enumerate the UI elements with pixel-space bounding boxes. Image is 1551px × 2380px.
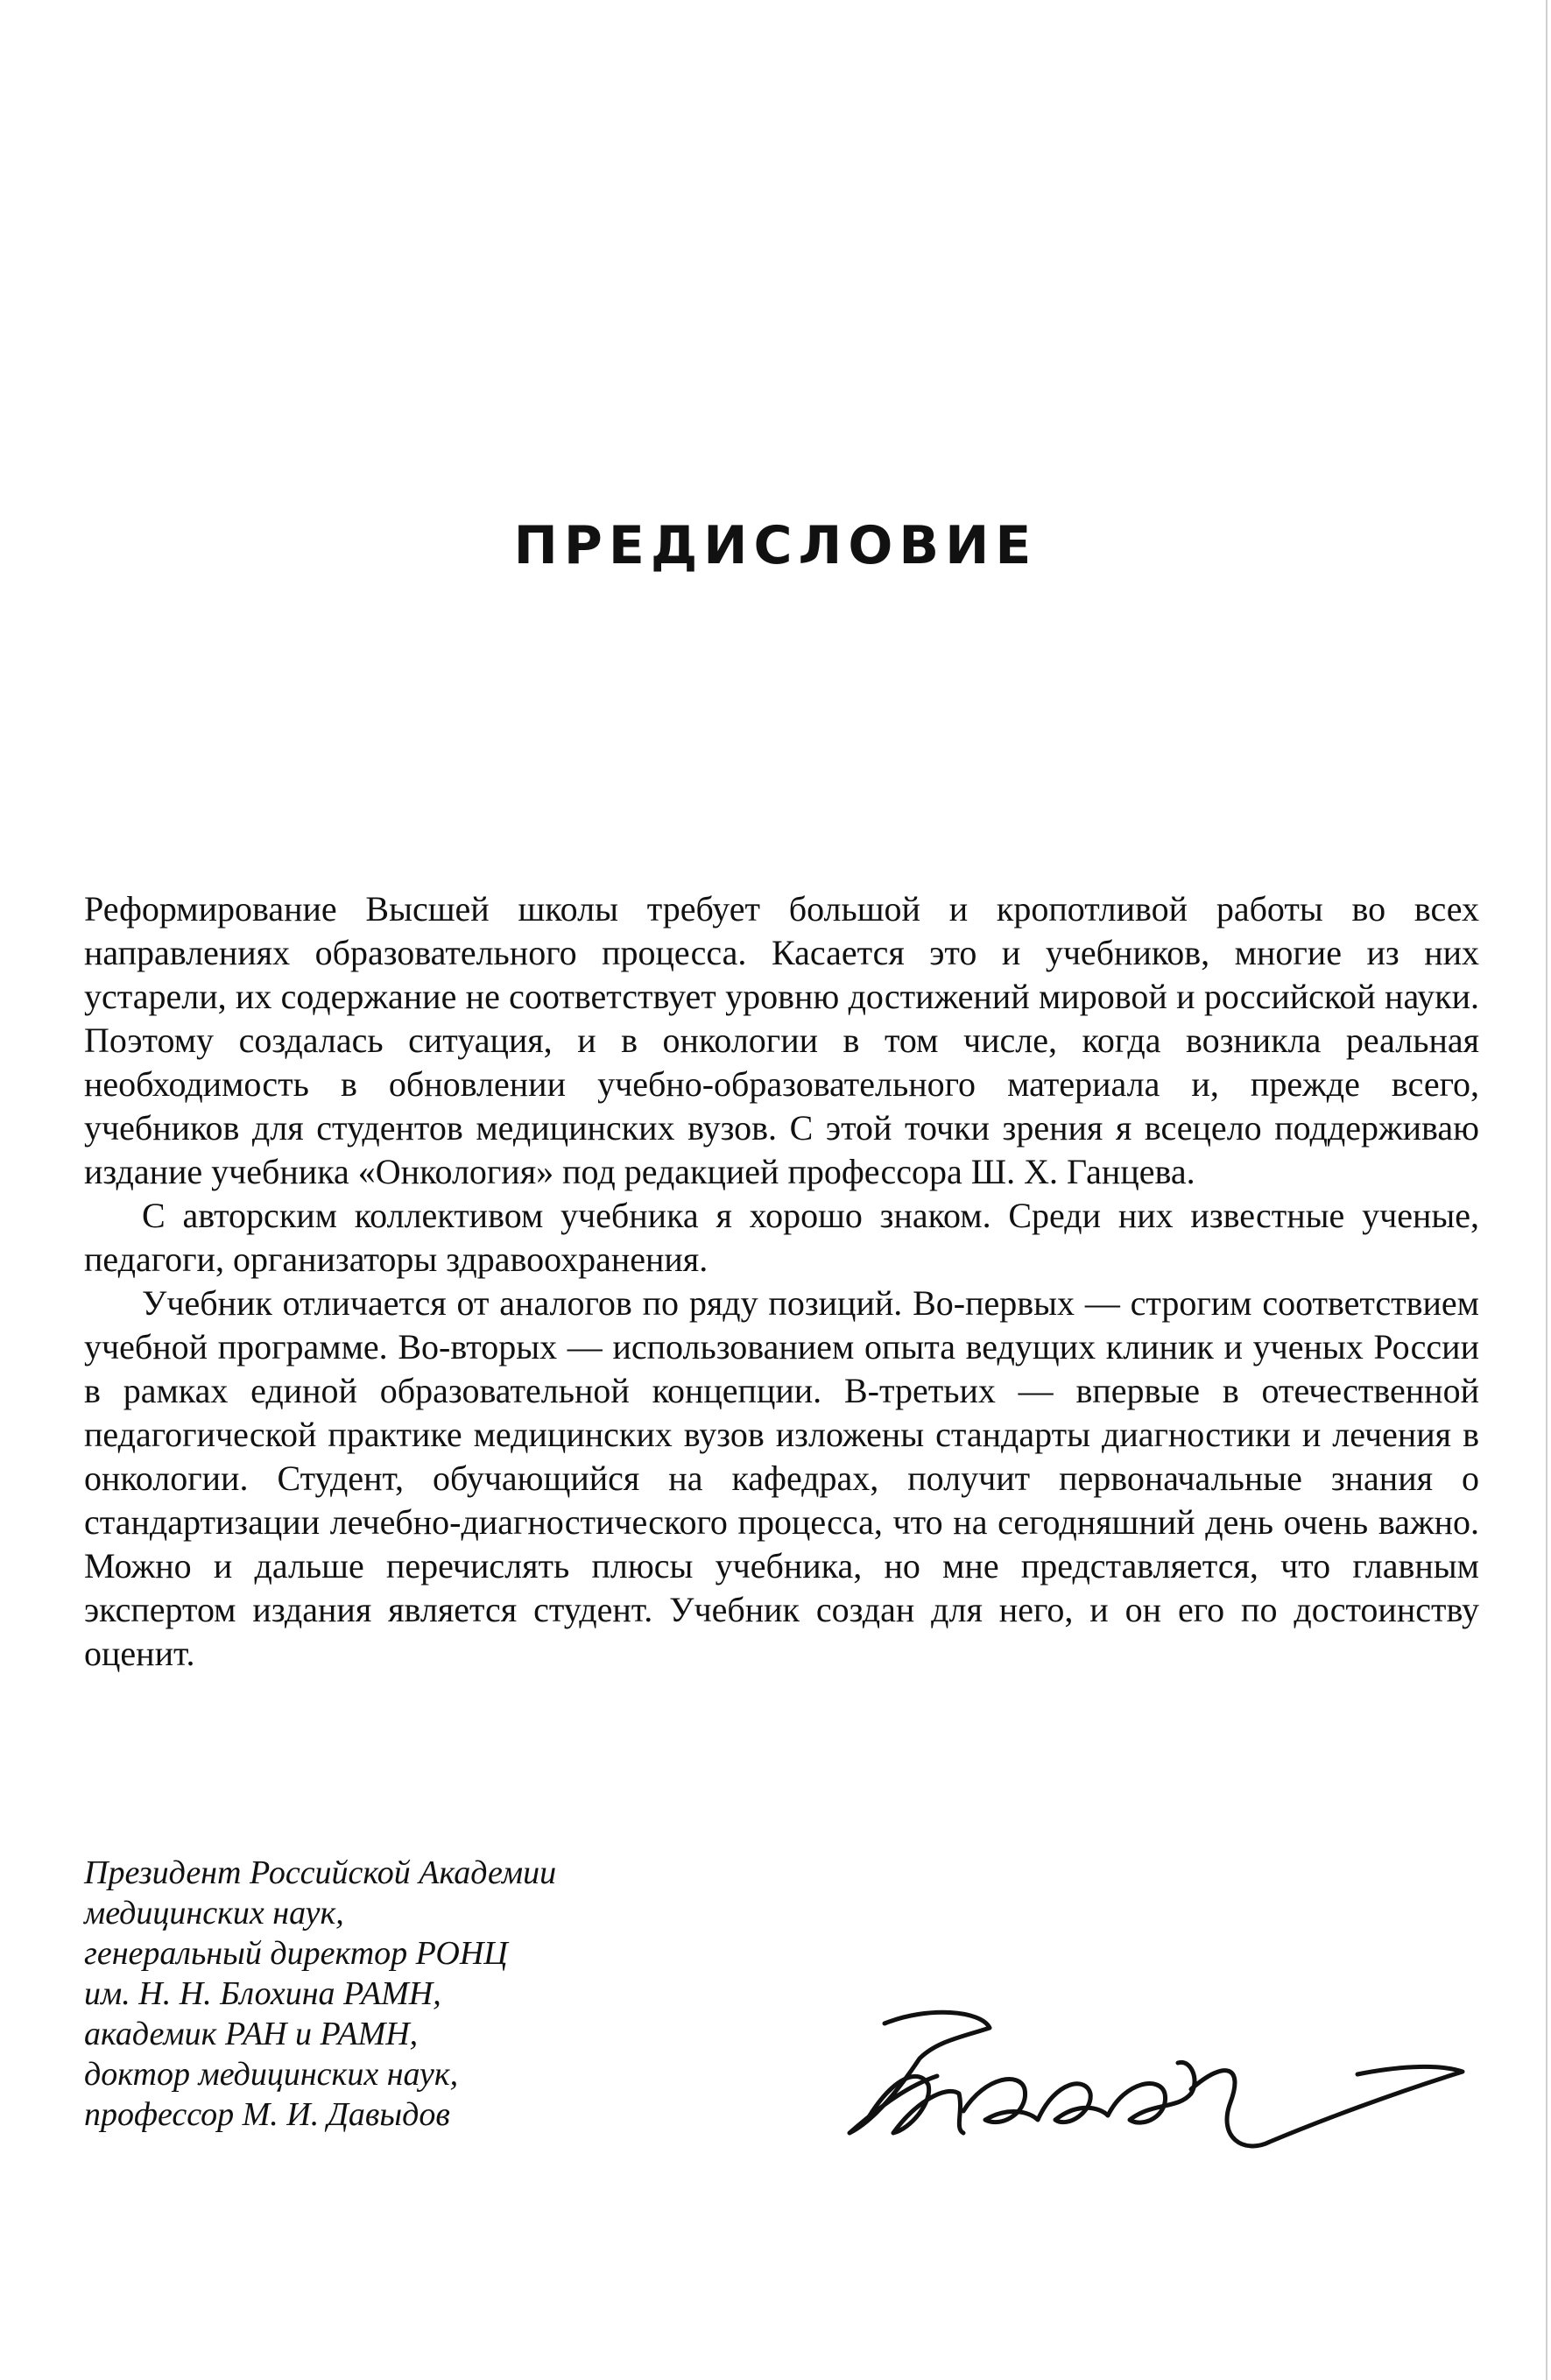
credential-line: генеральный директор РОНЦ [84,1935,508,1972]
paragraph-1: Реформирование Высшей школы требует большой и кропотливой работы во всех направлениях образовательного процесса. Касается это и учебников, многие из них устарели, их содержание не соответствует уровню достижений мировой и российской науки. Поэтому создалась ситуация, и в онкологии в том числе, когда возникла реальная необходимость в обновлении учебно-образовательного материала и, прежде всего, учебников для студентов медицинских вузов. С этой точки зрения я всецело поддерживаю издание учебника «Онкология» под редакцией профессора Ш. Х. Ганцева. [84,889,1479,1191]
page-title: ПРЕДИСЛОВИЕ [513,515,1038,576]
credential-line: профессор М. И. Давыдов [84,2096,450,2133]
credential-line: доктор медицинских наук, [84,2056,459,2093]
page-edge-line [1546,0,1547,2380]
signature-stroke [1191,2066,1463,2146]
signature-stroke [1108,2062,1195,2122]
foreword-body [84,887,1479,1676]
signature-credentials [84,1853,697,2135]
credential-line: академик РАН и РАМН, [84,2016,419,2052]
credential-line: им. Н. Н. Блохина РАМН, [84,1975,441,2012]
credential-line: Президент Российской Академии [84,1854,557,1891]
signature-stroke [963,2080,1108,2122]
handwritten-signature [832,1988,1498,2164]
paragraph-3: Учебник отличается от аналогов по ряду позиций. Во-первых — строгим соответствием учебной программе. Во-вторых — использованием опыта ведущих клиник и ученых России в рамках единой образовательной концепции. В-третьих — впервые в отечественной педагогической практике медицинских вузов изложены стандарты диагностики и лечения в онкологии. Студент, обучающийся на кафедрах, получит первоначальные знания о стандартизации лечебно-диагностического процесса, что на сегодняшний день очень важно. Можно и дальше перечислять плюсы учебника, но мне представляется, что главным экспертом издания является студент. Учебник создан для него, и он его по достоинству оценит. [84,1283,1479,1673]
credential-line: медицинских наук, [84,1895,344,1932]
paragraph-2: С авторским коллективом учебника я хорошо знаком. Среди них известные ученые, педагоги, организаторы здравоохранения. [84,1196,1479,1279]
